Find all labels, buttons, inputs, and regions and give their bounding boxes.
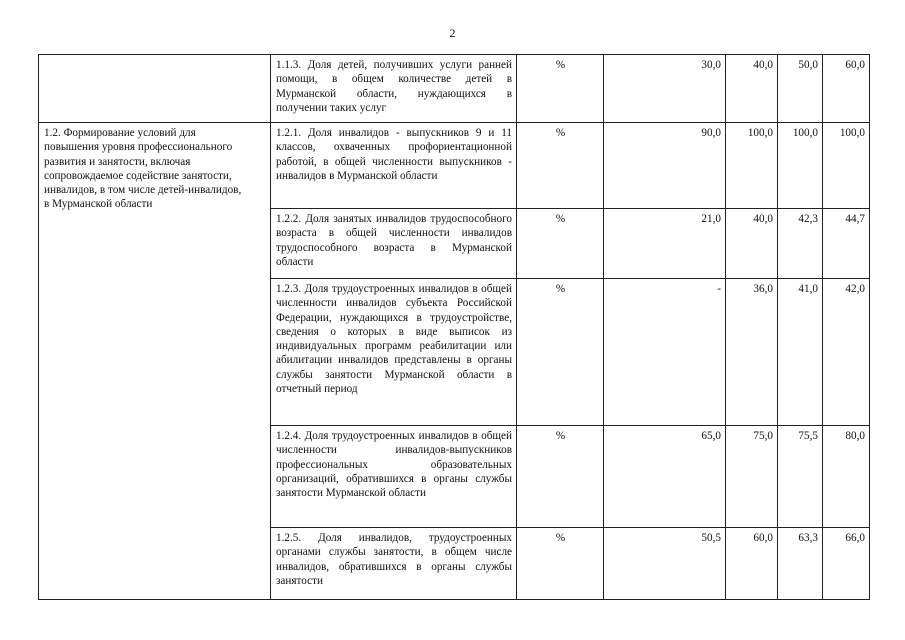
value-cell-3: 80,0 <box>823 426 870 528</box>
indicator-cell: 1.2.5. Доля инвалидов, трудоустроенных органами службы занятости, в общем числе инвалидов, обратившихся в органы службы занятости <box>271 528 517 600</box>
value-cell-3: 66,0 <box>823 528 870 600</box>
value-cell-3: 42,0 <box>823 279 870 426</box>
base-value-cell: 65,0 <box>604 426 726 528</box>
indicator-cell: 1.2.4. Доля трудоустроенных инвалидов в общей численности инвалидов-выпускников профессиональных образовательных организаций, обратившихся в органы службы занятости Мурманской области <box>271 426 517 528</box>
unit-cell: % <box>517 123 604 209</box>
unit-cell: % <box>517 279 604 426</box>
goal-cell: 1.2. Формирование условий для повышения уровня профессионального развития и занятости, включая сопровождаемое содействие занятости, инвалидов, в том числе детей-инвалидов, в Мурманской области <box>39 123 271 600</box>
value-cell-3: 44,7 <box>823 209 870 279</box>
value-cell-1: 100,0 <box>726 123 778 209</box>
value-cell-3: 60,0 <box>823 55 870 123</box>
value-cell-2: 75,5 <box>778 426 823 528</box>
base-value-cell: 90,0 <box>604 123 726 209</box>
value-cell-1: 36,0 <box>726 279 778 426</box>
base-value-cell: - <box>604 279 726 426</box>
indicator-cell: 1.2.1. Доля инвалидов - выпускников 9 и 11 классов, охваченных профориентационной работой, в общей численности выпускников - инвалидов в Мурманской области <box>271 123 517 209</box>
value-cell-2: 50,0 <box>778 55 823 123</box>
value-cell-3: 100,0 <box>823 123 870 209</box>
value-cell-2: 41,0 <box>778 279 823 426</box>
table-row <box>39 55 870 123</box>
base-value-cell: 30,0 <box>604 55 726 123</box>
value-cell-1: 40,0 <box>726 55 778 123</box>
value-cell-1: 75,0 <box>726 426 778 528</box>
indicator-cell: 1.2.3. Доля трудоустроенных инвалидов в общей численности инвалидов субъекта Российской Федерации, нуждающихся в трудоустройстве, сведения о которых в виде выписок из индивидуальных программ реабилитации или абилитации инвалидов представлены в органы службы занятости Мурманской области в отчетный период <box>271 279 517 426</box>
unit-cell: % <box>517 209 604 279</box>
unit-cell: % <box>517 55 604 123</box>
indicators-table <box>38 54 870 600</box>
value-cell-2: 100,0 <box>778 123 823 209</box>
base-value-cell: 21,0 <box>604 209 726 279</box>
indicator-cell: 1.2.2. Доля занятых инвалидов трудоспособного возраста в общей численности инвалидов трудоспособного возраста в Мурманской области <box>271 209 517 279</box>
page-number: 2 <box>449 26 456 40</box>
value-cell-2: 63,3 <box>778 528 823 600</box>
unit-cell: % <box>517 426 604 528</box>
table-row <box>39 123 870 209</box>
base-value-cell: 50,5 <box>604 528 726 600</box>
goal-cell-empty <box>39 55 271 123</box>
value-cell-1: 40,0 <box>726 209 778 279</box>
value-cell-2: 42,3 <box>778 209 823 279</box>
unit-cell: % <box>517 528 604 600</box>
value-cell-1: 60,0 <box>726 528 778 600</box>
indicator-cell: 1.1.3. Доля детей, получивших услуги ранней помощи, в общем количестве детей в Мурманской области, нуждающихся в получении таких услуг <box>271 55 517 123</box>
